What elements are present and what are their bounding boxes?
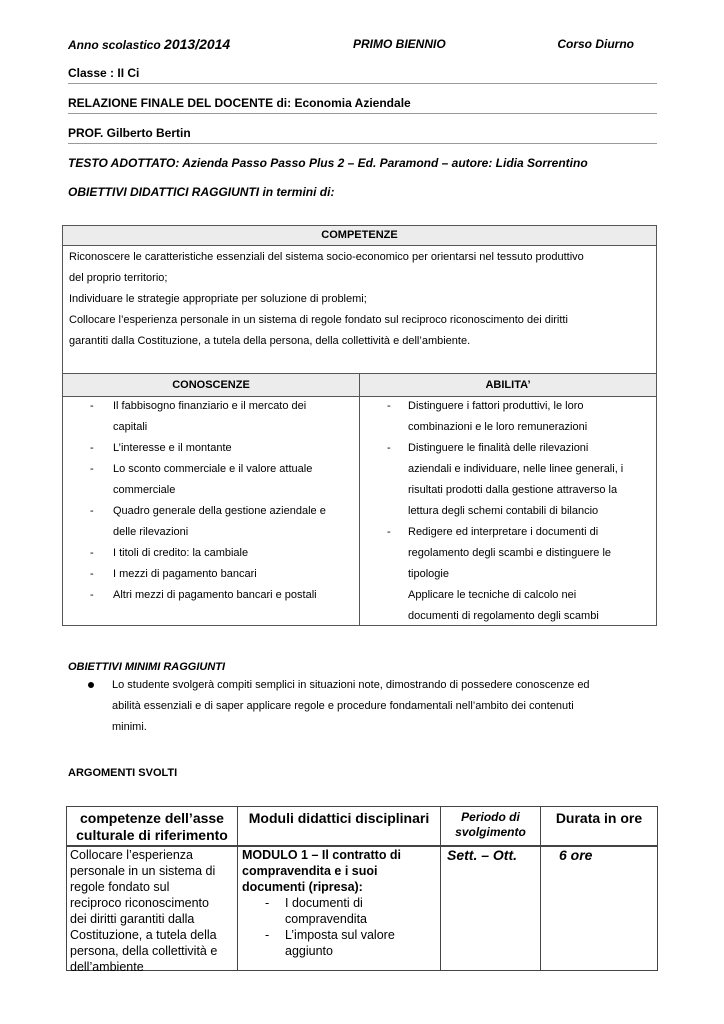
list-item: - Il fabbisogno finanziario e il mercato dei capitali (90, 400, 307, 433)
header-row (68, 36, 657, 52)
competenze-line: garantiti dalla Costituzione, a tutela della persona, della collettività e dell’ambiente. (69, 335, 471, 347)
conoscenze-list (63, 396, 359, 606)
classe-line: Classe : II Ci (68, 66, 657, 84)
corso-label: Corso Diurno (557, 37, 634, 51)
list-item: - Distinguere le finalità delle rilevazioni aziendali e individuare, nelle linee generali, i risultati prodotti dalla gestione attraverso la lettura degli schemi contabili di bilancio (387, 442, 624, 517)
competenze-line: Riconoscere le caratteristiche essenziali del sistema socio-economico per orientarsi nel tessuto produttivo (69, 251, 584, 263)
argomenti-title: ARGOMENTI SVOLTI (68, 767, 178, 779)
competenze-line: Collocare l’esperienza personale in un sistema di regole fondato sul reciproco riconoscimento dei diritti (69, 314, 568, 326)
column-divider (237, 807, 238, 970)
relazione-line: RELAZIONE FINALE DEL DOCENTE di: Economia Aziendale (68, 96, 657, 114)
argomenti-table (66, 806, 658, 974)
list-item: - L’interesse e il montante (90, 442, 232, 454)
anno-label: Anno scolastico (68, 38, 161, 52)
conoscenze-header: CONOSCENZE (63, 373, 360, 397)
column-header-moduli: Moduli didattici disciplinari (248, 810, 430, 826)
column-divider (540, 807, 541, 970)
list-item: - Altri mezzi di pagamento bancari e postali (90, 589, 317, 601)
list-item: - I mezzi di pagamento bancari (90, 568, 257, 580)
table-cell-periodo: Sett. – Ott. (447, 847, 518, 863)
column-header-competenze: competenze dell’asse culturale di riferimento (76, 810, 228, 843)
competenze-table (62, 225, 657, 626)
minimi-title: OBIETTIVI MINIMI RAGGIUNTI (68, 661, 226, 673)
list-item: - I documenti di compravendita (265, 896, 367, 926)
abilita-header: ABILITA’ (360, 373, 656, 397)
list-item: - I titoli di credito: la cambiale (90, 547, 249, 559)
testo-line: TESTO ADOTTATO: Azienda Passo Passo Plus 2 – Ed. Paramond – autore: Lidia Sorrentino (68, 156, 588, 170)
column-header-durata: Durata in ore (555, 810, 643, 826)
competenze-text (69, 247, 652, 352)
table-cell-modulo: MODULO 1 – Il contratto di compravendita e i suoi documenti (ripresa): - I documenti di compravendita - L’imposta sul valore aggiunto (242, 847, 437, 959)
list-item: - Quadro generale della gestione aziendale e delle rilevazioni (90, 505, 326, 538)
column-header-periodo: Periodo di svolgimento (455, 810, 526, 839)
prof-line: PROF. Gilberto Bertin (68, 126, 657, 144)
anno-value: 2013/2014 (164, 36, 231, 52)
minimi-bullet: Lo studente svolgerà compiti semplici in situazioni note, dimostrando di possedere conoscenze ed abilità essenziali e di saper applicare regole e procedure fondamentali nell’ambito dei contenuti minimi. (68, 675, 653, 738)
list-item: - Redigere ed interpretare i documenti di regolamento degli scambi e distinguere le tipologie (387, 526, 612, 580)
obiettivi-line: OBIETTIVI DIDATTICI RAGGIUNTI in termini di: (68, 185, 335, 199)
list-item: Applicare le tecniche di calcolo nei documenti di regolamento degli scambi (408, 589, 599, 622)
list-item: - Lo sconto commerciale e il valore attuale commerciale (90, 463, 313, 496)
table-cell-competenze: Collocare l’esperienza personale in un sistema di regole fondato sul reciproco riconoscimento dei diritti garantiti dalla Costituzione, a tutela della persona, della collettività e dell’ambiente (70, 848, 218, 974)
bullet-icon (88, 682, 94, 688)
list-item: - Distinguere i fattori produttivi, le loro combinazioni e le loro remunerazioni (387, 400, 588, 433)
biennio-label: PRIMO BIENNIO (353, 37, 446, 51)
list-item: - L’imposta sul valore aggiunto (265, 928, 395, 958)
competenze-line: Individuare le strategie appropriate per soluzione di problemi; (69, 293, 367, 305)
competenze-line: del proprio territorio; (69, 272, 168, 284)
abilita-list (360, 396, 656, 627)
table-cell-durata: 6 ore (559, 847, 593, 863)
competenze-header: COMPETENZE (63, 226, 656, 246)
